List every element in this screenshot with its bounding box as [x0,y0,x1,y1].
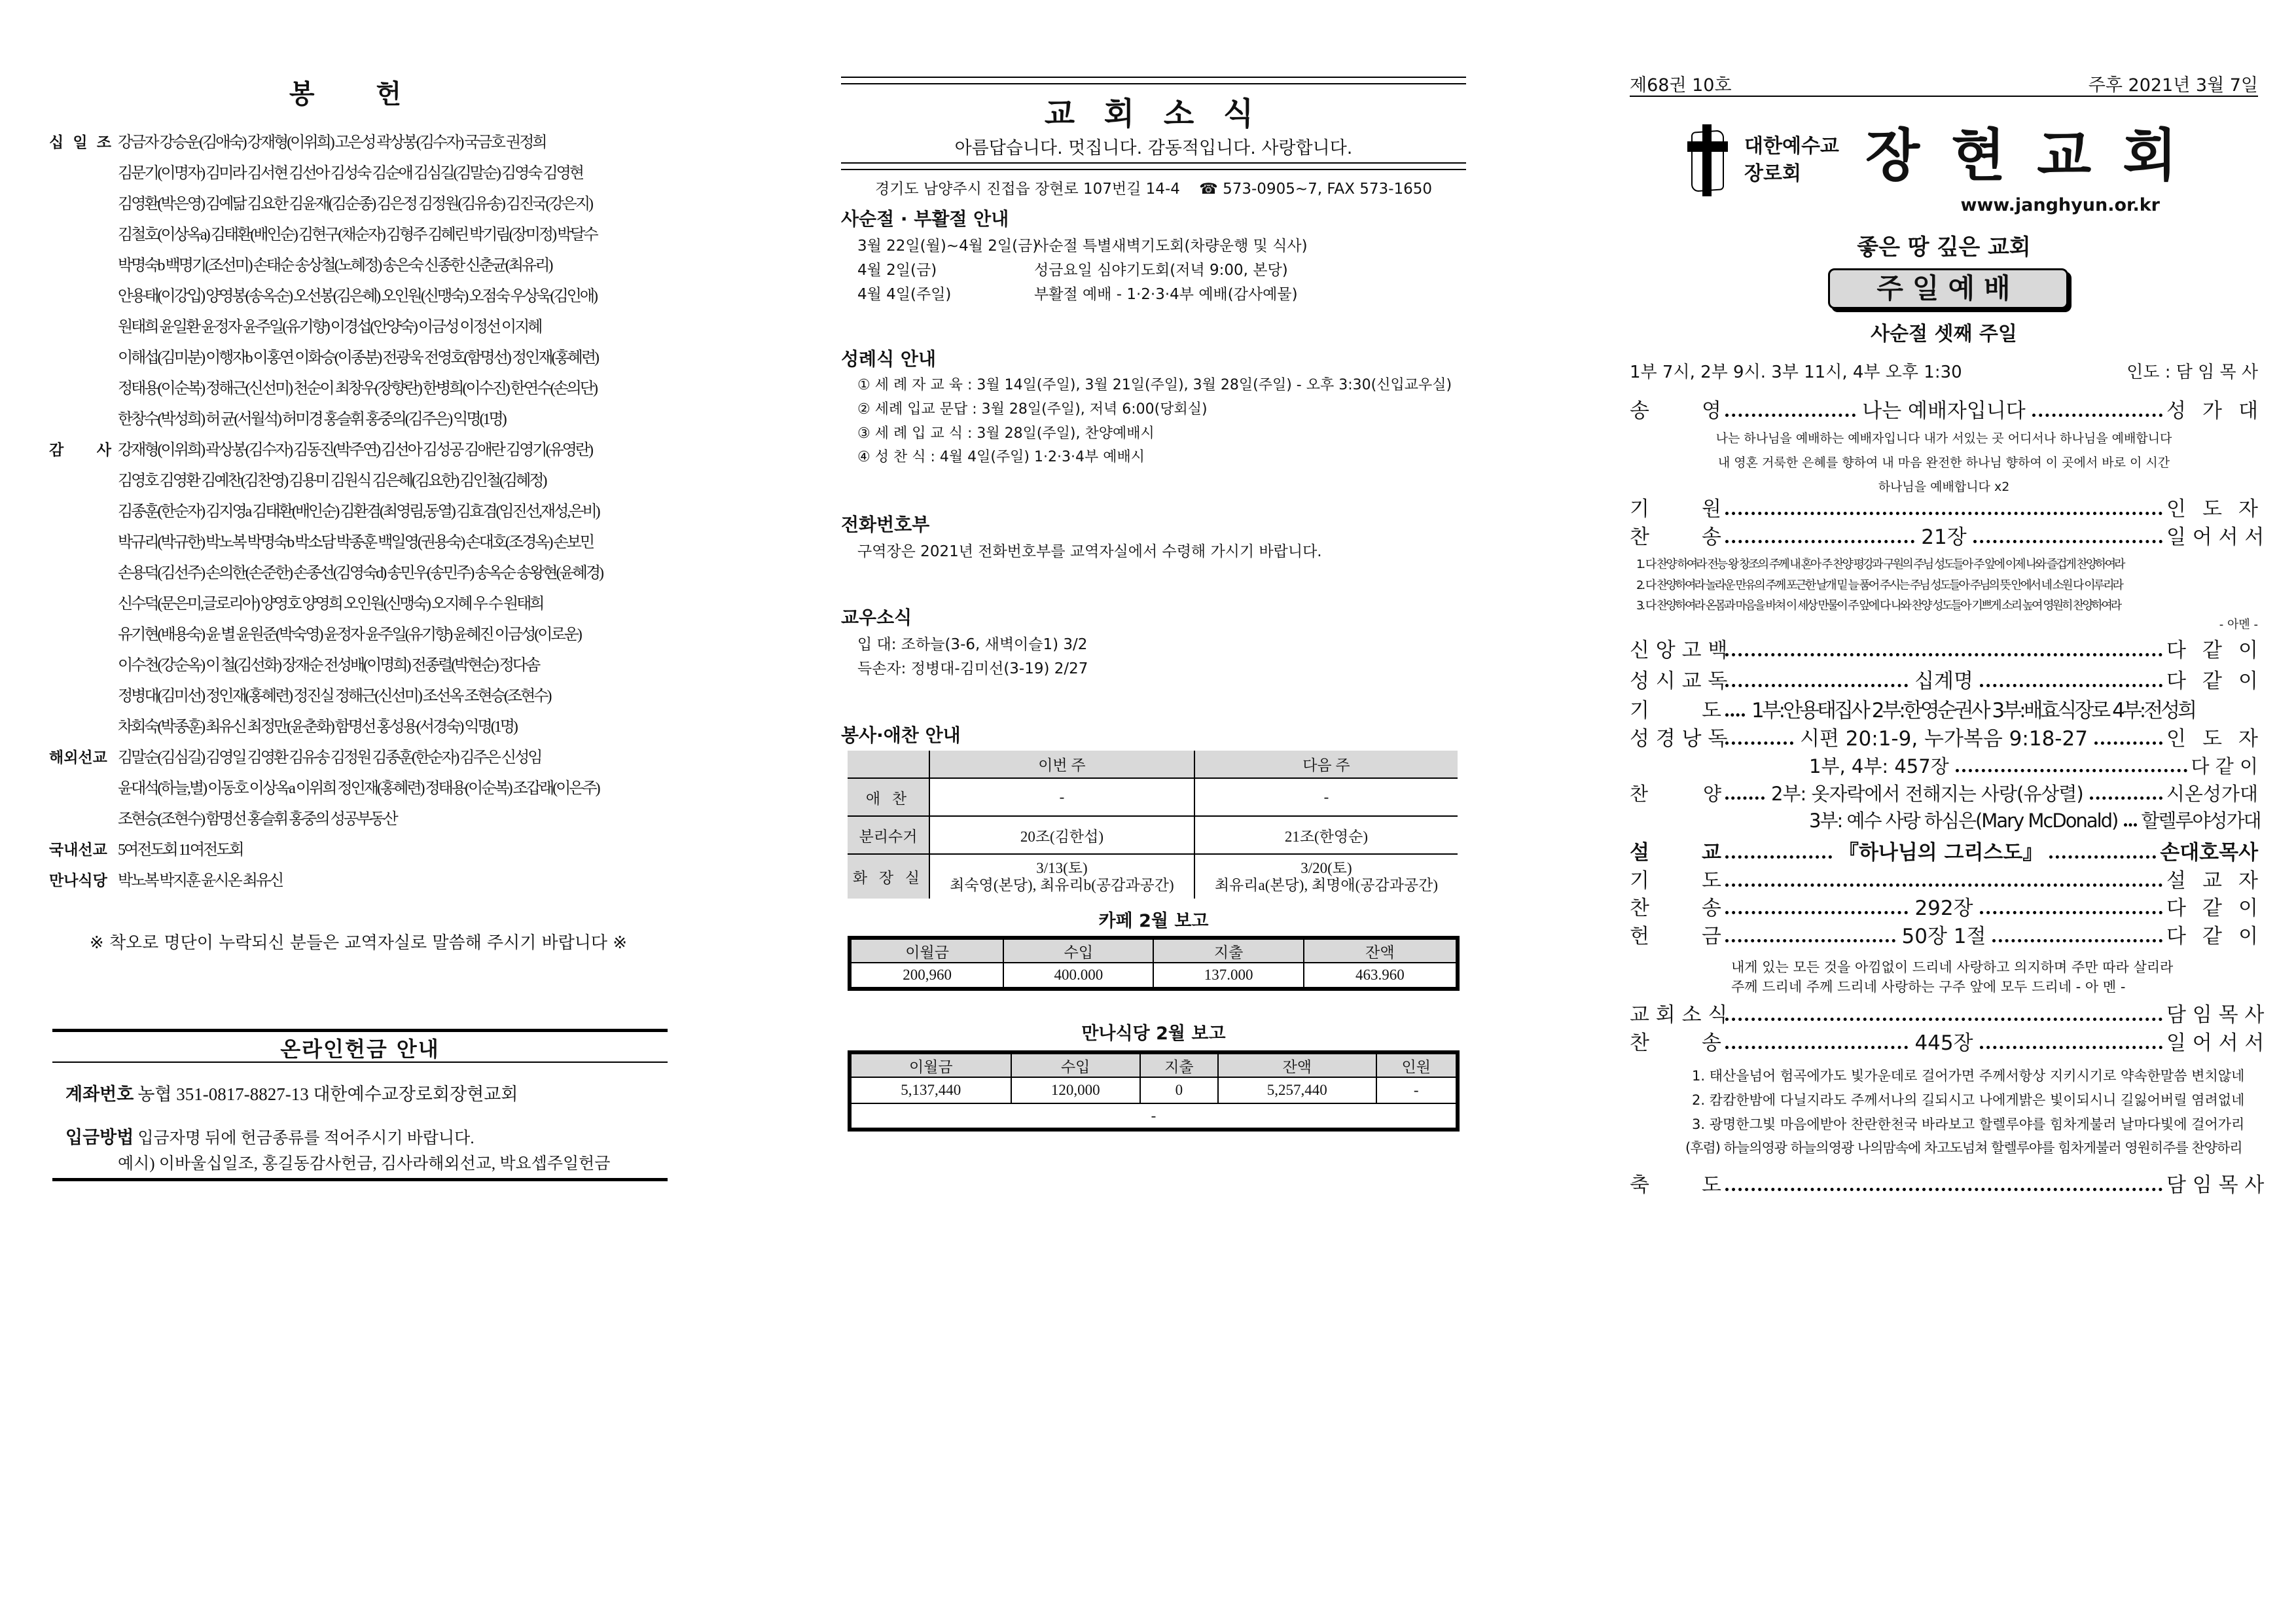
offering-group [49,435,677,743]
offering-line [49,158,677,189]
phonebook-text: 구역장은 2021년 전화번호부를 교역자실에서 수령해 가시기 바랍니다. [857,543,1322,560]
divider [52,1061,668,1063]
dot-leader [1725,713,1745,717]
hymn-verse: 3. 광명한그빛 마음에받아 찬란한천국 바라보고 할렐루야를 힘차게불러 날마다빛에 걸어가리 [1692,1116,2245,1132]
cell: 5,257,440 [1218,1077,1376,1103]
offering-line [49,404,677,435]
offering-line [49,312,677,343]
worship-item-leader: 다 같 이 [2191,755,2258,777]
dot-leader [2094,741,2162,745]
table-row [850,1103,1458,1130]
cell [929,854,1194,899]
cell: 5,137,440 [850,1077,1011,1103]
dot-leader [1725,796,1765,800]
dot-leader [1725,939,1895,942]
header-cell: 잔액 [1218,1052,1376,1077]
method-text: 입금자명 뒤에 헌금종류를 적어주시기 바랍니다. [137,1130,475,1147]
cell: 21조(한영순) [1194,816,1458,854]
cafe-report-table [848,936,1460,991]
offering-category: 해외선교 [49,749,107,766]
account-row [65,1080,518,1105]
dot-leader [1725,653,2162,656]
worship-item [1806,753,2258,779]
offering-line [49,681,677,712]
offering-line [49,712,677,743]
cross-logo-icon [1682,124,1734,196]
worship-item [1630,1029,2265,1056]
dot-leader [1980,911,2162,914]
worship-item-label: 기 도 [1630,699,1721,722]
phonebook-heading: 전화번호부 [841,514,930,535]
worship-item-label: 찬 송 [1630,897,1721,920]
offering-category: 십 일 조 [49,134,111,151]
account-number: 농협 351-0817-8827-13 대한예수교장로회장현교회 [137,1084,518,1104]
service-table [848,751,1458,899]
table-header [850,1052,1458,1077]
offering-line [49,620,677,651]
phone-icon: ☎ [1199,181,1218,198]
offering-line [49,281,677,312]
church-news-title: 교 회 소 식 [1044,96,1263,132]
worship-item-leader: 일 어 서 서 [2166,1031,2265,1055]
offering-category [49,589,118,620]
dot-leader [1725,1018,2162,1021]
offering-line [49,343,677,374]
worship-item-detail: 『하나님의 그리스도』 [1838,841,2043,865]
church-news-subtitle: 아름답습니다. 멋집니다. 감동적입니다. 사랑합니다. [954,138,1353,158]
manna-report-table [848,1050,1460,1132]
worship-item-detail: 1부:안용태집사 2부:한영순권사 3부:배효식장로 4부:전성희 [1751,699,2195,722]
worship-item-detail: 나는 예배자입니다 [1862,399,2026,423]
offering-names: 신수덕(문은미,글로리아) 양영호 양영희 오인원(신맹숙) 오지혜 우 수 원태희 [118,596,543,613]
address-line [841,177,1466,198]
offering-names: 5여전도회 11여전도회 [118,842,243,859]
divider [52,1029,668,1032]
worship-item [1630,524,2265,550]
hymn-verse: 3. 다 찬양하여라 온몸과 마음을 바쳐 이 세상 만물이 주 앞에 다 나와 찬양 성도들아 기쁘게 소리 높여 영원히 찬양하여라 [1636,599,2121,613]
cell: 200,960 [850,963,1003,989]
offering-group [49,128,677,435]
offertory-lyric: 내게 있는 모든 것을 아낌없이 드리네 사랑하고 의지하며 주만 따라 살리라 [1731,959,2174,975]
dot-leader [2032,414,2162,417]
bulletin-date: 주후 2021년 3월 7일 [2088,75,2258,96]
worship-item-leader: 담 임 목 사 [2166,1173,2265,1197]
offering-names: 박노복 박지훈 윤시온 최유신 [118,872,283,889]
worship-item-detail: 십계명 [1914,669,1973,693]
worship-item-label: 기 도 [1630,869,1721,893]
church-motto: 좋은 땅 깊은 교회 [1857,234,2031,260]
offering-category [49,251,118,281]
offering-names: 김영환(박은영) 김예닮 김요한 김윤재(김순종) 김은정 김정원(김유송) 김진국(강은지) [118,196,592,213]
offering-category [49,281,118,312]
lent-item [857,282,1298,304]
dot-leader [1725,911,1908,914]
address: 경기도 남양주시 진접읍 장현로 107번길 14-4 [874,181,1180,198]
offering-names: 윤대석(하늘,별) 이동호 이상옥a 이위희 정인재(홍혜련) 정태용(이순복) 조갑래(이은주) [118,780,599,797]
lent-date: 3월 22일(월)~4월 2일(금) [857,238,1039,255]
worship-item-detail: 3부: 예수 사랑 하심은(Mary McDonald) [1809,810,2118,832]
hymn-verse: 2. 캄캄한밤에 다닐지라도 주께서나의 길되시고 나에게밝은 빛이되시니 길잃어버릴 염려없네 [1692,1092,2245,1108]
worship-item-leader: 담 임 목 사 [2166,1003,2265,1027]
offering-line [49,189,677,220]
worship-item-leader: 손대호목사 [2160,841,2259,865]
lent-date: 4월 2일(금) [857,262,937,279]
worship-item-detail: 50장 1절 [1901,925,1986,948]
song-lyric: 하나님을 예배합니다 x2 [1878,480,2010,494]
table-row [848,854,1458,899]
worship-item [1630,1171,2265,1198]
dot-leader [2090,796,2162,800]
cell: 20조(김한섭) [929,816,1194,854]
row-label: 분리수거 [848,816,929,854]
worship-item-detail: 2부: 옷자락에서 전해지는 사랑(유상렬) [1771,783,2083,805]
worship-item-label: 헌 금 [1630,925,1721,948]
method-example: 예시) 이바울십일조, 홍길동감사헌금, 김사라해외선교, 박요셉주일헌금 [118,1155,611,1173]
worship-item [1630,923,2258,949]
worship-item-label: 성 시 교 독 [1630,669,1728,693]
row-label: 애 찬 [848,778,929,816]
offering-names: 강재형(이위희) 곽상봉(김수자) 김동진(박주연) 김선아 김성공 김애란 김영기(유영란) [118,442,592,459]
offering-names: 김말순(김심길) 김영일 김영환 김유송 김정원 김종훈(한순자) 김주은 신성임 [118,749,541,766]
divider [841,77,1466,78]
dot-leader [1973,540,2162,543]
method-label: 입금방법 [65,1128,134,1148]
offering-category [49,158,118,189]
divider [1630,96,2258,97]
cell: - [1194,778,1458,816]
service-times: 1부 7시, 2부 9시. 3부 11시, 4부 오후 1:30 [1630,363,1962,382]
logo-denomination: 대한예수교 장로회 [1744,135,1839,185]
issue-number: 제68권 10호 [1630,75,1732,96]
worship-item-leader: 다 같 이 [2166,639,2258,662]
offering-line [49,527,677,558]
table-row [848,816,1458,854]
lent-item [857,258,1288,279]
worship-item-leader: 인 도 자 [2166,727,2258,751]
offering-category [49,527,118,558]
worship-item-label: 교 회 소 식 [1630,1003,1728,1027]
lent-desc: 사순절 특별새벽기도회(차량운행 및 식사) [1034,238,1308,255]
header-cell: 이월금 [850,1052,1011,1077]
offering-category [49,404,118,435]
row-label: 화 장 실 [848,854,929,899]
offering-category [49,189,118,220]
members-item: 득손자: 정병대-김미선(3-19) 2/27 [857,660,1088,677]
dot-leader [1725,540,1914,543]
method-row [65,1123,475,1149]
cafe-report-title: 카페 2월 보고 [1098,911,1209,931]
song-lyric: 내 영혼 거룩한 은혜를 향하여 내 마음 완전한 하나님 향하여 이 곳에서 바로 이 시간 [1717,455,2170,470]
worship-item [1630,780,2258,806]
worship-item-leader: 시온성가대 [2166,783,2258,805]
offering-category [49,774,118,804]
offering-names: 김종훈(한순자) 김지영a 김태환(배인순) 김환겸(최영림,동열) 김효겸(임진선,재성,은비) [118,503,599,520]
offertory-lyric: 주께 드리네 주께 드리네 사랑하는 구주 앞에 모두 드리네 - 아 멘 - [1731,979,2126,995]
offering-names: 이수천(강순옥) 이 철(김선화) 장재순 전성배(이명희) 전종렬(박현순) 정다솜 [118,657,539,674]
website-link[interactable]: www.janghyun.or.kr [1960,195,2160,215]
offering-category [49,681,118,712]
cell: 120,000 [1011,1077,1140,1103]
table-row [850,963,1458,989]
worship-item-detail: 292장 [1914,897,1973,920]
dot-leader [1980,684,2162,687]
worship-item-detail: 시편 20:1-9, 누가복음 9:18-27 [1800,727,2088,751]
offering-line [49,835,677,866]
worship-item-leader: 다 같 이 [2166,925,2259,948]
song-lyric: 나는 하나님을 예배하는 예배자입니다 내가 서있는 곳 어디서나 하나님을 예배합니다 [1715,431,2172,446]
worship-item-label: 성 경 낭 독 [1630,727,1728,751]
cell-line: 최유리a(본당), 최명애(공감과공간) [1214,876,1439,893]
dot-leader [1980,1046,2162,1049]
offering-names: 김문기(이명자) 김미라 김서현 김선아 김성숙 김순애 김심길(김말순) 김영숙 김영현 [118,165,583,182]
offering-line [49,774,677,804]
cell: 137.000 [1153,963,1303,989]
offering-category: 국내선교 [49,842,107,859]
cell: 0 [1140,1077,1218,1103]
worship-item-label: 신 앙 고 백 [1630,639,1728,662]
divider [841,83,1466,84]
note-cell: - [850,1103,1458,1130]
cell: - [929,778,1194,816]
offering-line [49,497,677,527]
worship-item [1806,807,2261,833]
sacrament-item: ③ 세 례 입 교 식 : 3월 28일(주일), 찬양예배시 [857,425,1155,442]
members-heading: 교우소식 [841,607,912,628]
offering-category [49,312,118,343]
offering-line [49,866,677,897]
service-heading: 봉사·애찬 안내 [841,724,961,746]
worship-item [1630,495,2258,522]
offering-names: 유기현(배용숙) 윤 별 윤원준(박숙영) 윤정자 윤주일(유기향) 윤혜진 이금성(이로운) [118,626,581,643]
worship-item [1630,668,2258,694]
cell: - [1376,1077,1458,1103]
hymn-verse: 1. 태산을넘어 험곡에가도 빛가운데로 걸어가면 주께서항상 지키시기로 약속한말씀 변치않네 [1692,1068,2245,1084]
header-cell: 지출 [1140,1052,1218,1077]
offering-category [49,220,118,251]
worship-item [1630,725,2258,751]
offering-names: 박규리(박규한) 박노복 박명숙b 박소담 박종훈 백일영(권용숙) 손대호(조경옥) 손보민 [118,534,594,551]
offering-names: 안용태(이강입) 양영봉(송옥순) 오선봉(김은혜) 오인원(신맹숙) 오점숙 우상욱(김인애) [118,288,596,305]
worship-item-leader: 다 같 이 [2166,669,2258,693]
hymn-refrain: (후렴) 하늘의영광 하늘의영광 나의맘속에 차고도넘쳐 할렐루야를 힘차게불러 영원히주를 찬양하리 [1685,1140,2242,1156]
offering-line [49,251,677,281]
worship-item-leader: 성 가 대 [2166,399,2259,423]
divider [52,1178,668,1181]
dot-leader [1725,855,1832,859]
worship-item [1630,895,2258,921]
sunday-worship-banner: 주일예배 [1828,268,2068,309]
worship-item-leader: 일 어 서 서 [2166,526,2265,549]
offering-names: 정병대(김미선) 정인재(홍혜련) 정진실 정해근(신선미) 조선옥 조현승(조현수) [118,688,550,705]
hymn-verse: 2. 다 찬양하여라 놀라운 만유의 주께 포근한 날개 밑 늘 품어 주시는 주님 성도들아 주님의 뜻 안에서 네 소원 다 이루리라 [1636,579,2122,592]
offering-line [49,558,677,589]
divider [841,162,1466,164]
lent-heading: 사순절 · 부활절 안내 [841,208,1009,230]
members-item: 입 대: 조하늘(3-6, 새벽이슬1) 3/2 [857,636,1088,653]
offering-names: 정태용(이순복) 정해근(신선미) 천순이 최창우(장향란) 한병희(이수진) 한연수(손의단) [118,380,596,397]
header-cell: 지출 [1153,938,1303,963]
offering-line [49,589,677,620]
omission-notice: ※ 착오로 명단이 누락되신 분들은 교역자실로 말씀해 주시기 바랍니다 ※ [89,933,628,953]
offering-line [49,466,677,497]
manna-report-title: 만나식당 2월 보고 [1081,1024,1226,1044]
table-row [850,1077,1458,1103]
header-cell: 수입 [1011,1052,1140,1077]
offering-line [49,435,677,466]
worship-item-label: 찬 송 [1630,526,1721,549]
table-header [850,938,1458,963]
worship-item [1630,697,2258,723]
dot-leader [1725,883,2162,887]
dot-leader [1725,684,1908,687]
worship-item-leader: 할렐루야성가대 [2141,810,2261,832]
offering-category [49,466,118,497]
hymn-amen: - 아멘 - [2219,618,2258,632]
dot-leader [1992,939,2162,942]
header-cell: 이번 주 [929,751,1194,778]
logo-church-name: 장현교회 [1865,122,2209,188]
offering-line [49,220,677,251]
phone-number: 573-0905~7, FAX 573-1650 [1223,181,1433,198]
offering-category: 만나식당 [49,872,107,889]
dot-leader [1725,512,2162,515]
offering-names: 조현승(조현수) 함명선 홍슬휘 홍중의 성공부동산 [118,811,397,828]
worship-item-label: 설 교 [1630,841,1721,865]
dot-leader [2124,823,2137,827]
offering-category [49,497,118,527]
lent-date: 4월 4일(주일) [857,286,952,303]
lent-item [857,234,1308,255]
dot-leader [1725,414,1856,417]
offering-group [49,866,677,897]
offering-category [49,712,118,743]
offering-names: 손용덕(김선주) 손의한(손준한) 손종선(김영숙d) 송민우(송민주) 송옥순 송왕현(윤혜경) [118,565,602,582]
dot-leader [1725,1046,1908,1049]
header-cell: 인원 [1376,1052,1458,1077]
dot-leader [1725,741,1793,745]
cell [1194,854,1458,899]
worship-item [1630,839,2258,865]
offering-names: 원태희 윤일환 윤정자 윤주일(유기향) 이경섭(안양숙) 이금성 이정선 이지혜 [118,319,541,336]
worship-item-leader: 인 도 자 [2166,497,2258,521]
lent-desc: 부활절 예배 - 1·2·3·4부 예배(감사예물) [1034,286,1298,303]
online-offering-title: 온라인헌금 안내 [280,1037,440,1061]
offering-line [49,743,677,774]
cell-line: 3/20(토) [1300,859,1352,876]
worship-item-leader: 설 교 자 [2166,869,2258,893]
sacrament-item: ④ 성 찬 식 : 4월 4일(주일) 1·2·3·4부 예배시 [857,449,1145,465]
lent-desc: 성금요일 심야기도회(저녁 9:00, 본당) [1034,262,1288,279]
header-cell: 다음 주 [1194,751,1458,778]
worship-item [1630,1001,2265,1027]
offering-category [49,651,118,681]
header-cell: 잔액 [1304,938,1458,963]
worship-item-detail: 21장 [1921,526,1967,549]
worship-item-detail: 1부, 4부: 457장 [1809,755,1949,777]
table-row [848,778,1458,816]
account-label: 계좌번호 [65,1084,134,1105]
sacrament-heading: 성례식 안내 [841,348,936,370]
offering-names: 차회숙(박종훈) 최유신 최정만(윤춘화) 함명선 홍성용(서경숙) 익명(1명) [118,719,516,736]
worship-item [1630,397,2258,423]
offering-line [49,804,677,835]
header-cell: 수입 [1003,938,1153,963]
divider [841,169,1466,170]
offering-category [49,343,118,374]
worship-item [1630,867,2258,893]
offering-names: 김영호 김영환 김예찬(김찬영) 김용미 김원식 김은혜(김요한) 김인철(김혜정) [118,473,546,490]
offering-names: 한창수(박성희) 허 균(서월석) 허미경 홍슬휘 홍중의(김주은) 익명(1명) [118,411,505,428]
dot-leader [2049,855,2156,859]
hymn-verse: 1. 다 찬양 하여라 전능 왕 창조의 주께 내 혼아 주 찬양 평강과 구원의 주님 성도들아 주 앞에 이제 나와 즐겁게 찬양하여라 [1636,558,2124,571]
offering-group [49,743,677,835]
offering-title: 봉 헌 [289,79,428,109]
worship-item-detail: 445장 [1914,1031,1973,1055]
worship-item [1630,637,2258,663]
worship-item-label: 송 영 [1630,399,1721,423]
sacrament-item: ① 세 례 자 교 육 : 3월 14일(주일), 3월 21일(주일), 3월 28일(주일) - 오후 3:30(신입교우실) [857,377,1452,393]
offering-names: 박명숙b 백명기(조선미) 손태순 송상철(노혜정) 송은숙 신종한 신춘균(최유리) [118,257,552,274]
worship-item-label: 찬 송 [1630,1031,1721,1055]
offering-line [49,128,677,158]
sacrament-item: ② 세례 입교 문답 : 3월 28일(주일), 저녁 6:00(당회실) [857,401,1208,418]
service-leader: 인도 : 담 임 목 사 [2126,363,2258,382]
offering-line [49,374,677,404]
header-cell [848,751,929,778]
offering-category [49,558,118,589]
header-cell: 이월금 [850,938,1003,963]
dot-leader [1956,769,2187,772]
offering-line [49,651,677,681]
worship-item-label: 기 원 [1630,497,1721,521]
worship-item-label: 축 도 [1630,1173,1721,1197]
liturgical-sunday: 사순절 셋째 주일 [1871,323,2017,346]
dot-leader [1725,1188,2162,1191]
offering-names: 이해섭(김미분) 이행자b 이홍연 이화승(이종분) 전광욱 전영호(함명선) 정인재(홍혜련) [118,349,598,366]
table-header [848,751,1458,778]
cell: 400.000 [1003,963,1153,989]
offering-names: 김철호(이상옥a) 김태환(배인순) 김현구(채순자) 김형주 김혜린 박기림(장미정) 박달수 [118,226,597,243]
offering-category [49,374,118,404]
cell-line: 최숙영(본당), 최유리b(공감과공간) [950,876,1174,893]
worship-item-leader: 다 같 이 [2166,897,2258,920]
offering-category [49,620,118,651]
cell: 463.960 [1304,963,1458,989]
offering-category [49,804,118,835]
offering-category: 감 사 [49,442,111,459]
offering-group [49,835,677,866]
cell-line: 3/13(토) [1036,859,1088,876]
worship-item-label: 찬 양 [1630,783,1721,805]
offering-names: 강금자 강승운(김애숙) 강재형(이위희) 고은성 곽상봉(김수자) 국금호 권정희 [118,134,546,151]
